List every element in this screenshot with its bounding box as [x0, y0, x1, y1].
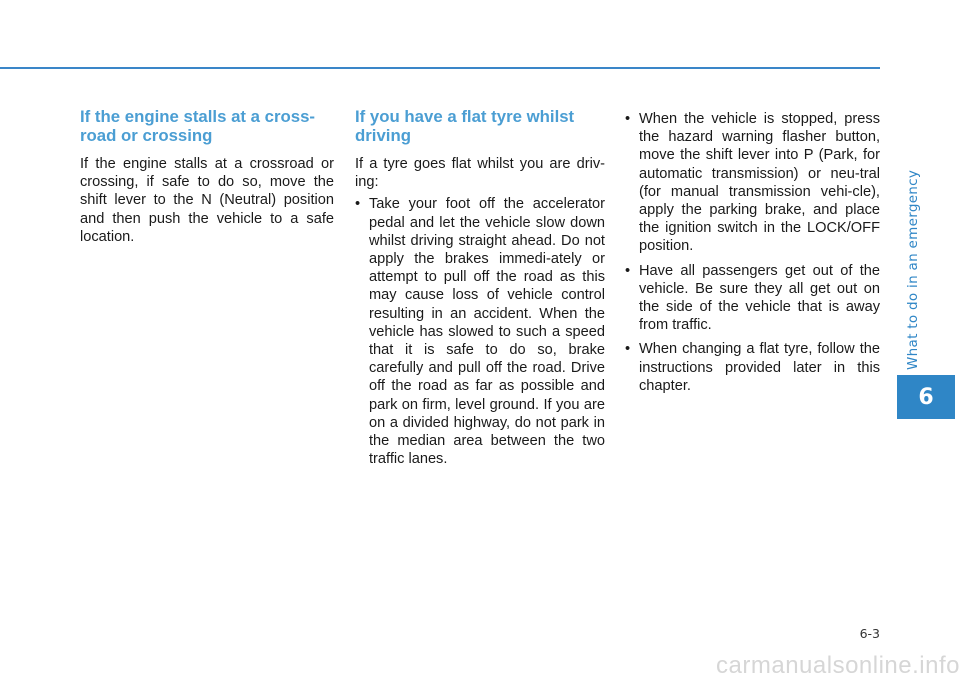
- watermark-text: carmanualsonline.info: [716, 652, 960, 679]
- page-number: 6-3: [859, 626, 880, 641]
- flat-tyre-heading: If you have a flat tyre whilst driving: [355, 107, 575, 145]
- engine-stalls-body: If the engine stalls at a crossroad or crossing, if safe to do so, move the shift lever to the N (Neutral) position and then push the vehicle to a safe location.: [80, 156, 334, 245]
- list-item: • When changing a flat tyre, follow the instructions provided later in this chapter.: [625, 340, 880, 395]
- flat-tyre-list-part2: [625, 110, 880, 395]
- column-left: [80, 108, 334, 246]
- list-item: • Take your foot off the accelerator pedal and let the vehicle slow down whilst driving straight ahead. Do not apply the brakes immedi-ately or attempt to pull off the road as this may cause loss of vehicle control resulting in an accident. When the vehicle has slowed to such a speed that it is safe to do so, brake carefully and pull off the road. Drive off the road as far as possible and park on firm, level ground. If you are on a divided highway, do not park in the median area between the two traffic lanes.: [355, 195, 605, 468]
- list-item: • Have all passengers get out of the vehicle. Be sure they all get out on the side of the vehicle that is away from traffic.: [625, 262, 880, 335]
- chapter-number-tab: 6: [897, 375, 955, 419]
- column-right: [625, 110, 880, 401]
- list-item: • When the vehicle is stopped, press the hazard warning flasher button, move the shift lever into P (Park, for automatic transmission) or neu-tral (for manual transmission vehi-cle), apply the parking brake, and place the ignition switch in the LOCK/OFF position.: [625, 110, 880, 256]
- column-middle: [355, 108, 605, 474]
- flat-tyre-list-part1: [355, 195, 605, 468]
- engine-stalls-heading: If the engine stalls at a cross-road or crossing: [80, 107, 316, 145]
- chapter-side-title: What to do in an emergency: [905, 169, 921, 370]
- flat-tyre-intro: If a tyre goes flat whilst you are driv-ing:: [355, 156, 605, 191]
- header-rule: [0, 67, 880, 69]
